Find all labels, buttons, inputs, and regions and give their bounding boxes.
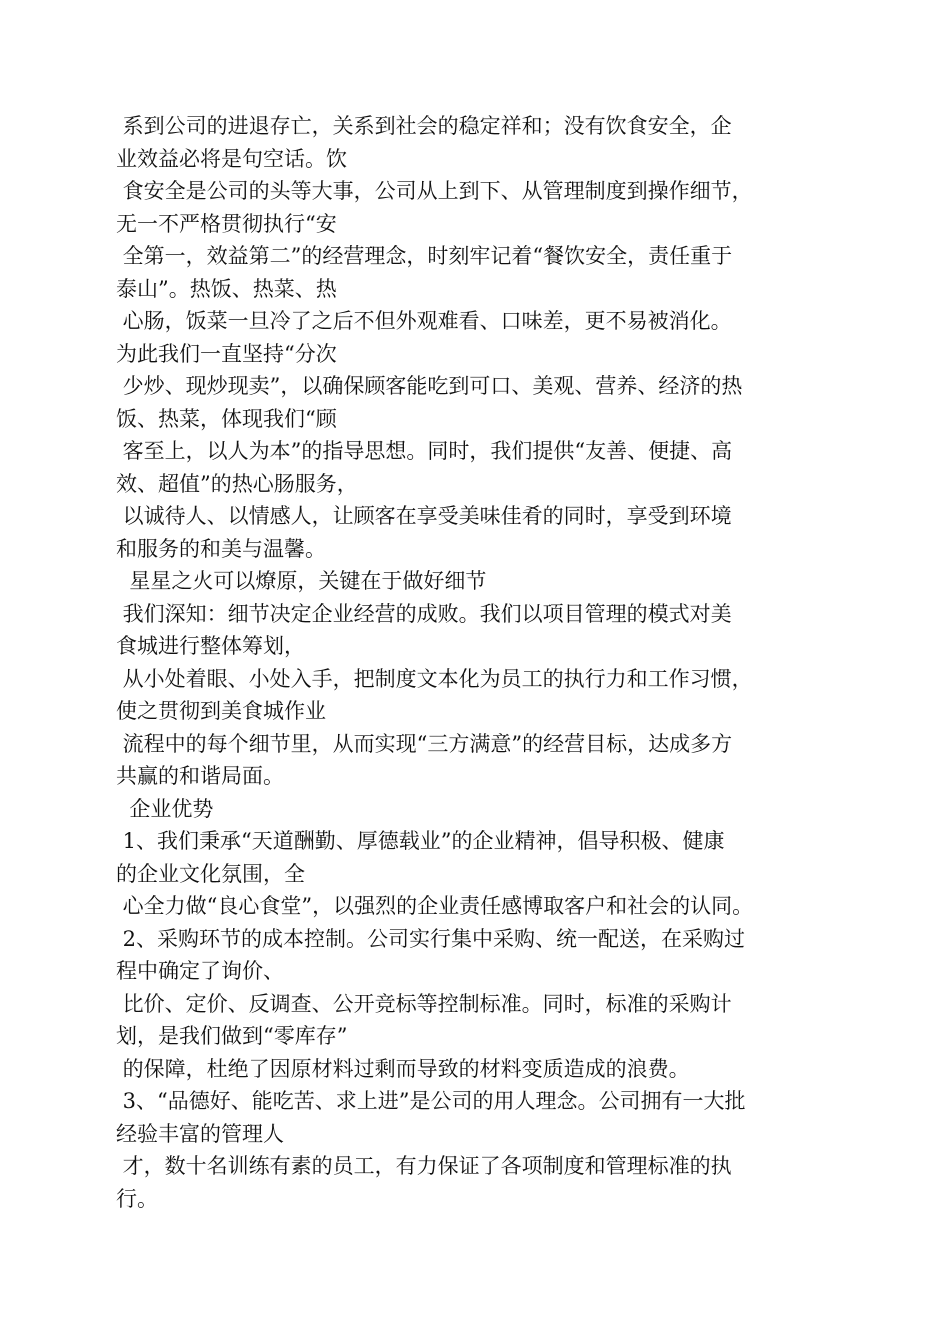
text-line: 从小处着眼、小处入手，把制度文本化为员工的执行力和工作习惯， (116, 666, 753, 691)
text-line: 以诚待人、以情感人，让顾客在享受美味佳肴的同时，享受到环境 (116, 504, 732, 528)
text-line: 的企业文化氛围，全 (116, 861, 305, 886)
text-line: 我们深知：细节决定企业经营的成败。我们以项目管理的模式对美 (116, 601, 732, 626)
text-line: 少炒、现炒现卖”，以确保顾客能吃到可口、美观、营养、经济的热 (116, 374, 743, 398)
text-line: 泰山”。热饭、热菜、热 (116, 276, 337, 301)
text-line: 系到公司的进退存亡，关系到社会的稳定祥和；没有饮食安全，企 (116, 114, 732, 138)
text-line: 客至上，以人为本”的指导思想。同时，我们提供“友善、便捷、高 (116, 439, 733, 463)
text-line: 3、“品德好、能吃苦、求上进”是公司的用人理念。公司拥有一大批 (116, 1089, 746, 1113)
text-line: 使之贯彻到美食城作业 (116, 699, 326, 723)
text-line: 划，是我们做到“零库存” (116, 1024, 348, 1048)
text-line: 的保障，杜绝了因原材料过剩而导致的材料变质造成的浪费。 (116, 1056, 690, 1081)
text-line: 饭、热菜，体现我们“顾 (116, 406, 337, 431)
text-line: 全第一，效益第二”的经营理念，时刻牢记着“餐饮安全，责任重于 (116, 244, 733, 268)
text-line: 企业优势 (116, 796, 214, 821)
text-line: 和服务的和美与温馨。 (116, 536, 326, 561)
text-line: 程中确定了询价、 (116, 959, 284, 983)
text-line: 共赢的和谐局面。 (116, 764, 284, 788)
text-line: 经验丰富的管理人 (116, 1121, 284, 1146)
text-line: 食城进行整体筹划， (116, 634, 305, 658)
text-line: 食安全是公司的头等大事，公司从上到下、从管理制度到操作细节， (116, 179, 753, 203)
text-line: 2、采购环节的成本控制。公司实行集中采购、统一配送，在采购过 (116, 926, 746, 951)
text-line: 星星之火可以燎原，关键在于做好细节 (116, 569, 487, 593)
text-line: 才，数十名训练有素的员工，有力保证了各项制度和管理标准的执 (116, 1154, 732, 1178)
text-line: 行。 (116, 1186, 158, 1211)
text-line: 比价、定价、反调查、公开竞标等控制标准。同时，标准的采购计 (116, 991, 732, 1016)
text-line: 无一不严格贯彻执行“安 (116, 211, 337, 236)
document-body-text (116, 110, 846, 1215)
text-line: 流程中的每个细节里，从而实现“三方满意”的经营目标，达成多方 (116, 731, 733, 756)
text-line: 业效益必将是句空话。饮 (116, 146, 347, 171)
text-line: 1、我们秉承“天道酬勤、厚德载业”的企业精神，倡导积极、健康 (116, 829, 725, 853)
text-line: 为此我们一直坚持“分次 (116, 341, 337, 366)
text-line: 效、超值”的热心肠服务， (116, 471, 358, 496)
text-line: 心肠，饭菜一旦冷了之后不但外观难看、口味差，更不易被消化。 (116, 309, 732, 333)
text-line: 心全力做“良心食堂”，以强烈的企业责任感博取客户和社会的认同。 (116, 894, 754, 918)
